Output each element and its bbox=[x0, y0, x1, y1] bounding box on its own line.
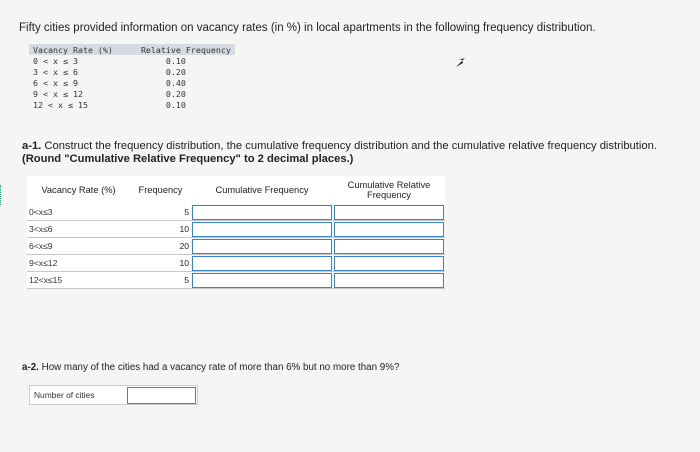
question-a2-text: How many of the cities had a vacancy rate of more than 6% but no more than 9%? bbox=[38, 362, 400, 373]
cumulative-frequency-input[interactable] bbox=[192, 205, 332, 220]
given-range: 3 < x ≤ 6 bbox=[33, 66, 78, 77]
number-of-cities-field bbox=[29, 385, 198, 405]
cumulative-relative-frequency-input[interactable] bbox=[334, 205, 444, 220]
answer-header-vacancy: Vacancy Rate (%) bbox=[27, 176, 130, 204]
cumulative-relative-frequency-input[interactable] bbox=[334, 256, 444, 271]
table-row bbox=[27, 221, 445, 238]
cumulative-frequency-input[interactable] bbox=[192, 222, 332, 237]
cumulative-relative-frequency-input[interactable] bbox=[334, 273, 444, 288]
row-range: 12<x≤15 bbox=[27, 272, 130, 289]
given-rel: 0.40 bbox=[165, 77, 186, 88]
cumulative-relative-frequency-input[interactable] bbox=[334, 239, 444, 254]
given-header-vacancy: Vacancy Rate (%) bbox=[29, 44, 117, 55]
given-row bbox=[29, 89, 235, 100]
row-frequency: 10 bbox=[130, 255, 191, 272]
answer-table bbox=[27, 176, 445, 289]
row-range: 9<x≤12 bbox=[27, 255, 130, 272]
given-rel: 0.10 bbox=[165, 55, 186, 66]
row-range: 3<x≤6 bbox=[27, 221, 130, 238]
answer-header-cumulative-relative: Cumulative Relative Frequency bbox=[333, 176, 445, 204]
given-range: 6 < x ≤ 9 bbox=[33, 77, 78, 88]
given-row bbox=[29, 77, 235, 88]
cumulative-relative-frequency-input[interactable] bbox=[334, 222, 444, 237]
given-row bbox=[29, 66, 235, 77]
question-a2 bbox=[22, 362, 399, 373]
answer-header-frequency: Frequency bbox=[130, 176, 191, 204]
given-header-relative: Relative Frequency bbox=[117, 44, 235, 55]
table-row bbox=[27, 255, 445, 272]
row-frequency: 20 bbox=[130, 238, 191, 255]
given-row bbox=[29, 55, 235, 66]
question-a2-label: a-2. bbox=[22, 362, 39, 373]
number-of-cities-input[interactable] bbox=[127, 387, 196, 404]
question-a1-instruction: (Round "Cumulative Relative Frequency" to 2 decimal places.) bbox=[22, 153, 354, 165]
table-row bbox=[27, 238, 445, 255]
question-a1 bbox=[22, 140, 692, 166]
given-rel: 0.20 bbox=[165, 89, 186, 100]
given-range: 9 < x ≤ 12 bbox=[33, 89, 83, 100]
given-rel: 0.20 bbox=[165, 66, 186, 77]
question-a1-text: Construct the frequency distribution, the cumulative frequency distribution and the cumulative relative frequency distribution. bbox=[41, 140, 657, 152]
cumulative-frequency-input[interactable] bbox=[192, 256, 332, 271]
number-of-cities-label: Number of cities bbox=[34, 390, 95, 400]
intro-text: Fifty cities provided information on vacancy rates (in %) in local apartments in the following frequency distribution. bbox=[19, 22, 596, 34]
table-row bbox=[27, 272, 445, 289]
row-range: 6<x≤9 bbox=[27, 238, 130, 255]
row-frequency: 5 bbox=[130, 272, 191, 289]
cumulative-frequency-input[interactable] bbox=[192, 239, 332, 254]
question-a1-label: a-1. bbox=[22, 140, 42, 152]
row-frequency: 5 bbox=[130, 204, 191, 221]
mouse-cursor-icon bbox=[455, 57, 466, 68]
row-frequency: 10 bbox=[130, 221, 191, 238]
given-range: 0 < x ≤ 3 bbox=[33, 55, 78, 66]
given-range: 12 < x ≤ 15 bbox=[33, 100, 88, 111]
row-range: 0<x≤3 bbox=[27, 204, 130, 221]
given-distribution-table bbox=[29, 44, 235, 111]
answer-header-cumulative: Cumulative Frequency bbox=[191, 176, 333, 204]
table-row bbox=[27, 204, 445, 221]
given-row bbox=[29, 100, 235, 111]
page-edge-marker bbox=[0, 185, 6, 205]
cumulative-frequency-input[interactable] bbox=[192, 273, 332, 288]
given-rel: 0.10 bbox=[165, 100, 186, 111]
